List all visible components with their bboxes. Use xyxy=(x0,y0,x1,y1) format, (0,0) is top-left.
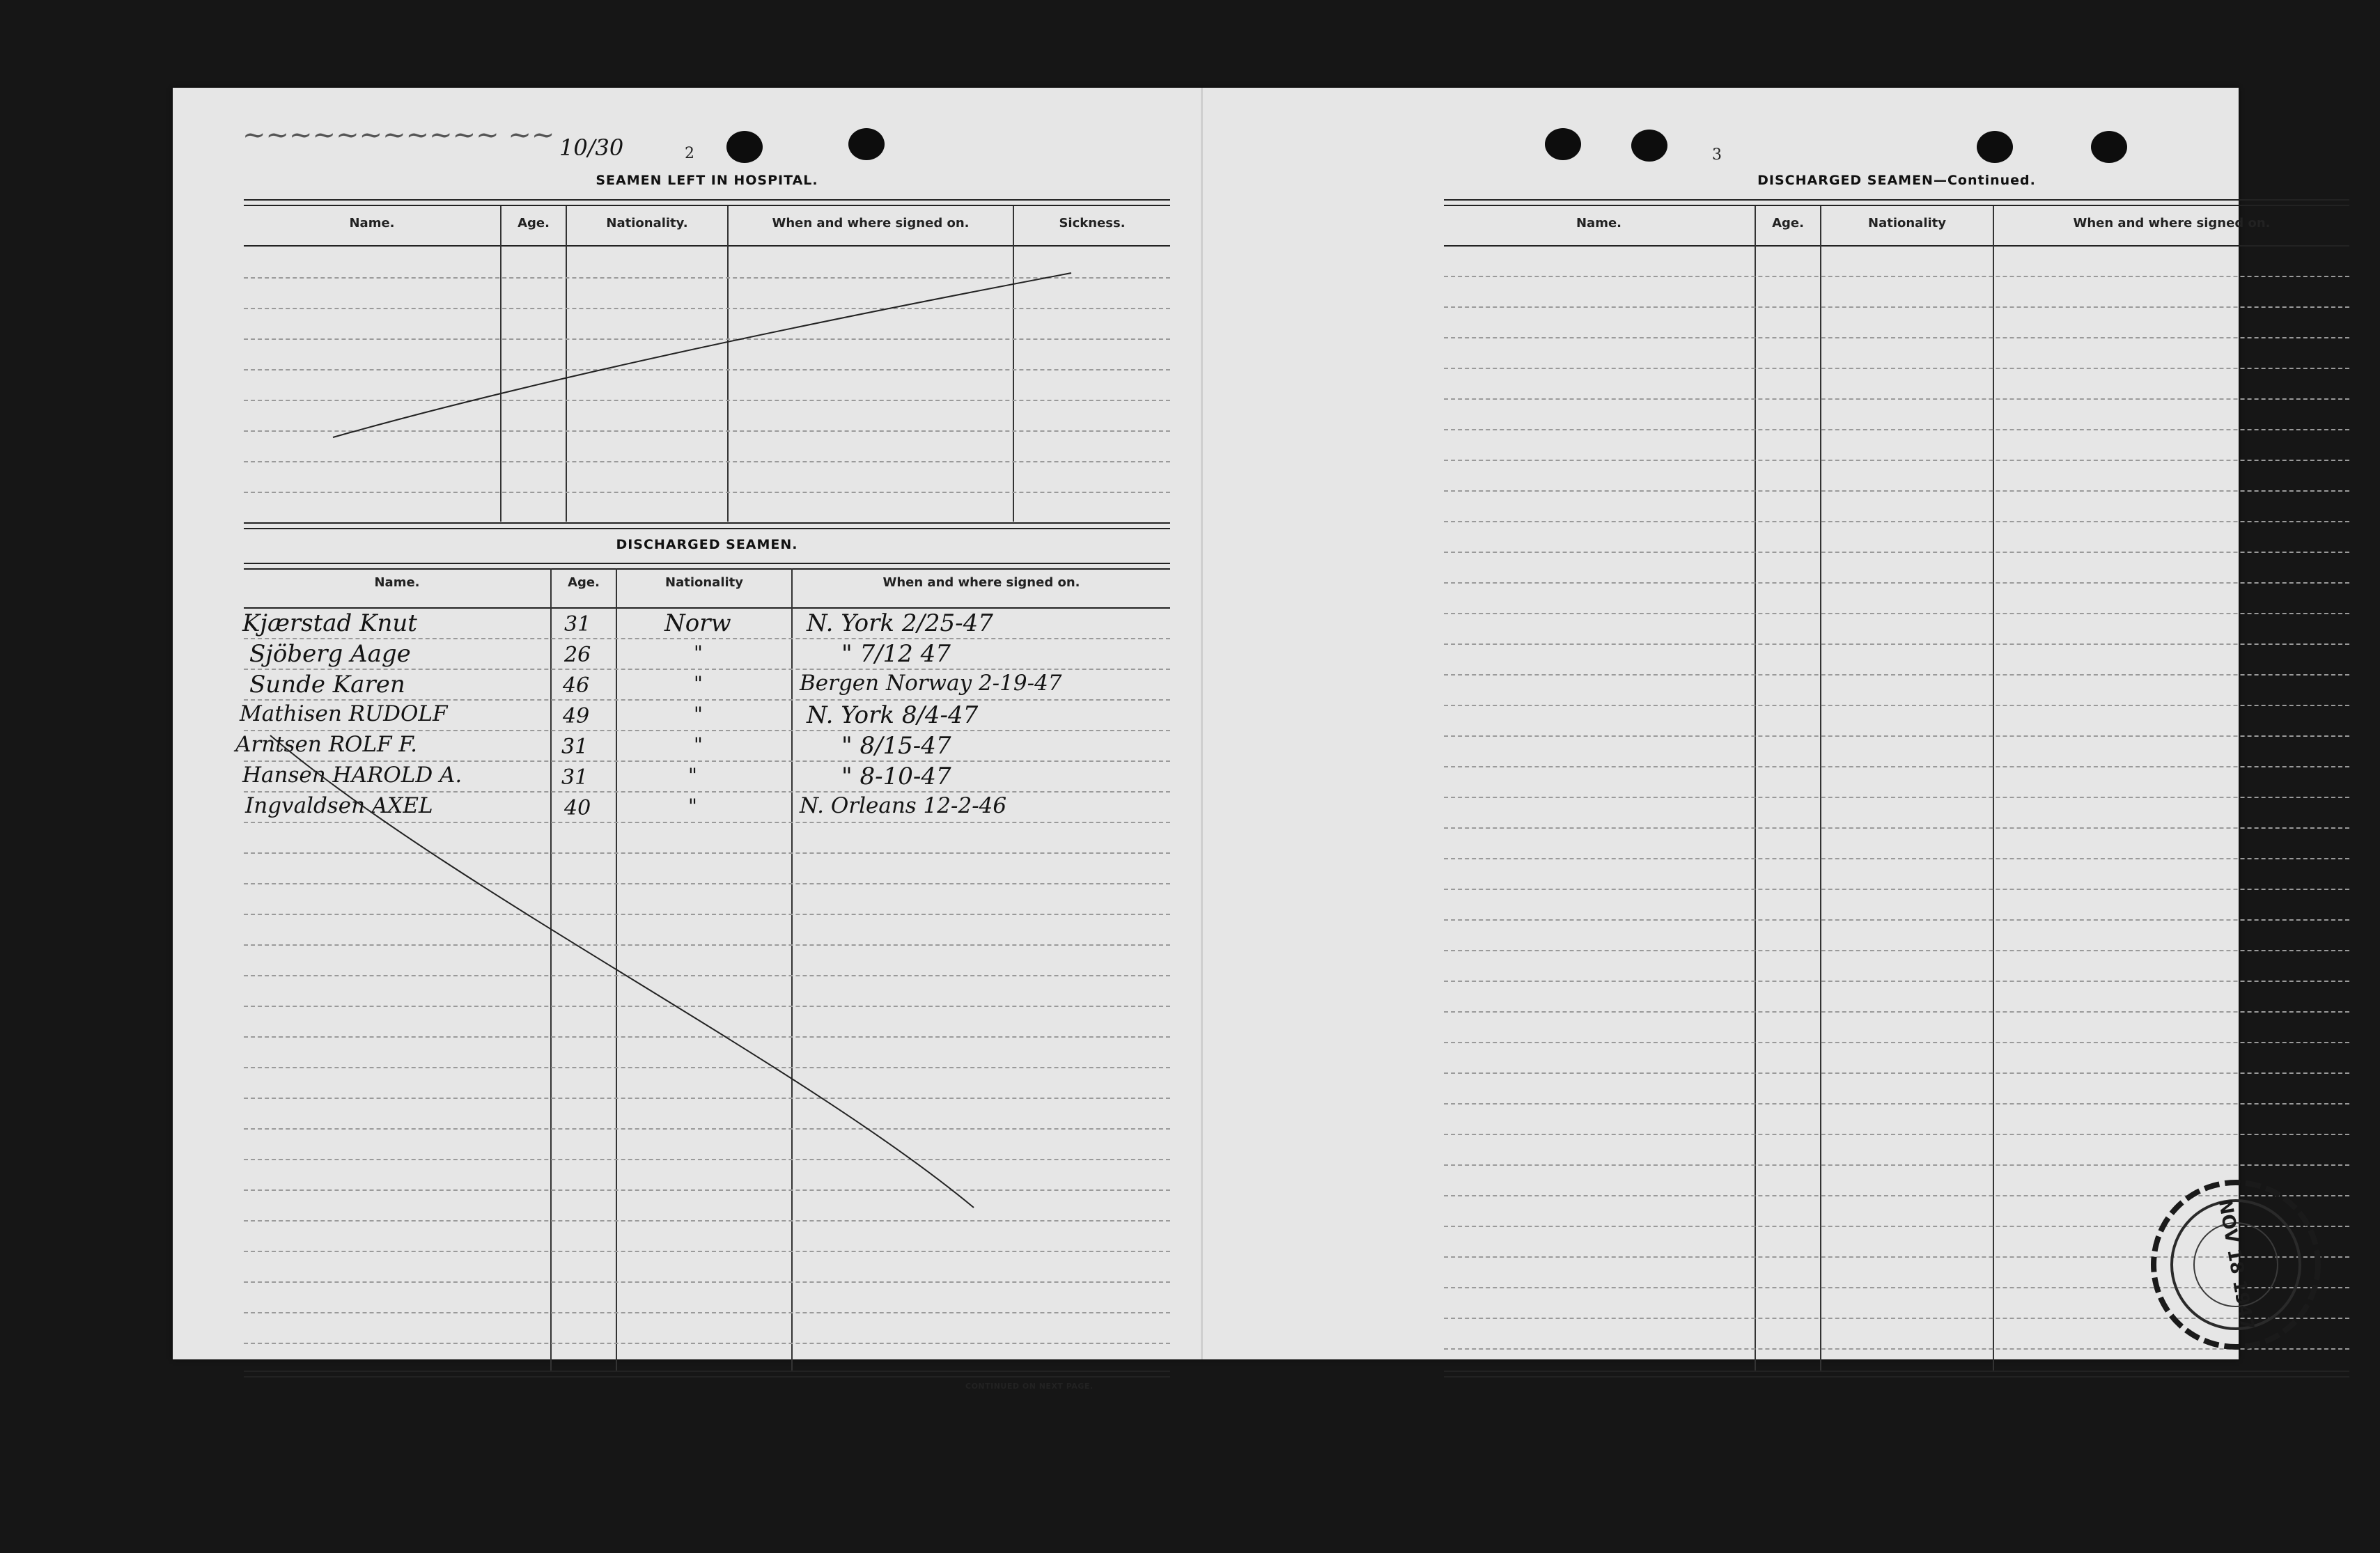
column-header: Name. xyxy=(374,575,420,590)
row-3-signed-on: Bergen Norway 2-19-47 xyxy=(800,671,1062,696)
row-7-age: 40 xyxy=(564,796,591,820)
column-header: Nationality. xyxy=(606,216,688,231)
section-title-discharged-continued: DISCHARGED SEAMEN—Continued. xyxy=(1757,173,2036,188)
row-5-age: 31 xyxy=(561,735,589,759)
row-4-signed-on: N. York 8/4-47 xyxy=(807,701,979,729)
row-6-name: Hansen HAROLD A. xyxy=(242,763,462,788)
row-7-name: Ingvaldsen AXEL xyxy=(245,793,433,818)
margin-note-date: 10/30 xyxy=(559,134,624,161)
column-header: Nationality xyxy=(665,575,743,590)
rule xyxy=(1444,1371,2349,1378)
row-6-signed-on: " 8-10-47 xyxy=(841,763,951,790)
row-4-nationality: " xyxy=(694,703,703,726)
row-5-nationality: " xyxy=(694,733,703,756)
row-6-age: 31 xyxy=(561,765,589,790)
row-2-age: 26 xyxy=(564,643,591,667)
cross-out-line xyxy=(270,732,974,1208)
column-header: When and where signed on. xyxy=(2073,216,2271,231)
row-3-age: 46 xyxy=(563,673,590,698)
column-header: When and where signed on. xyxy=(882,575,1080,590)
column-header: Age. xyxy=(518,216,550,231)
rule xyxy=(244,1371,1170,1378)
postmark-stamp xyxy=(2145,1174,2326,1355)
row-1-name: Kjærstad Knut xyxy=(242,609,417,637)
row-7-nationality: " xyxy=(688,795,697,818)
row-2-name: Sjöberg Aage xyxy=(249,640,411,668)
row-4-age: 49 xyxy=(563,704,590,728)
column-header: Name. xyxy=(349,216,395,231)
document-sheet xyxy=(173,88,2271,1391)
stamp-date: NOV 18 1947 xyxy=(2214,1197,2258,1332)
row-5-signed-on: " 8/15-47 xyxy=(841,732,951,760)
margin-note-scribble: ~~~~~~~~~~~ ~~ xyxy=(242,119,555,151)
row-5-name: Arntsen ROLF F. xyxy=(235,732,417,757)
section-title-discharged: DISCHARGED SEAMEN. xyxy=(616,537,798,552)
row-1-age: 31 xyxy=(564,612,591,637)
row-4-name: Mathisen RUDOLF xyxy=(240,701,448,726)
column-header: Name. xyxy=(1576,216,1621,231)
column-header: Age. xyxy=(568,575,600,590)
page-number: 2 xyxy=(685,145,694,162)
row-1-signed-on: N. York 2/25-47 xyxy=(807,609,993,637)
row-2-nationality: " xyxy=(694,641,703,664)
page-number: 3 xyxy=(1712,146,1722,164)
column-header: Sickness. xyxy=(1059,216,1126,231)
section-title-hospital: SEAMEN LEFT IN HOSPITAL. xyxy=(596,173,818,188)
cross-out-line xyxy=(333,273,1071,437)
row-1-nationality: Norw xyxy=(664,609,731,637)
row-3-name: Sunde Karen xyxy=(249,671,405,699)
column-header: Nationality xyxy=(1868,216,1946,231)
row-3-nationality: " xyxy=(694,672,703,695)
row-6-nationality: " xyxy=(688,764,697,787)
continued-note: CONTINUED ON NEXT PAGE. xyxy=(965,1382,1094,1391)
column-header: Age. xyxy=(1772,216,1804,231)
column-header: When and where signed on. xyxy=(772,216,970,231)
row-7-signed-on: N. Orleans 12-2-46 xyxy=(800,793,1007,818)
row-2-signed-on: " 7/12 47 xyxy=(841,640,951,668)
cancellation-strokes xyxy=(173,88,2239,1359)
